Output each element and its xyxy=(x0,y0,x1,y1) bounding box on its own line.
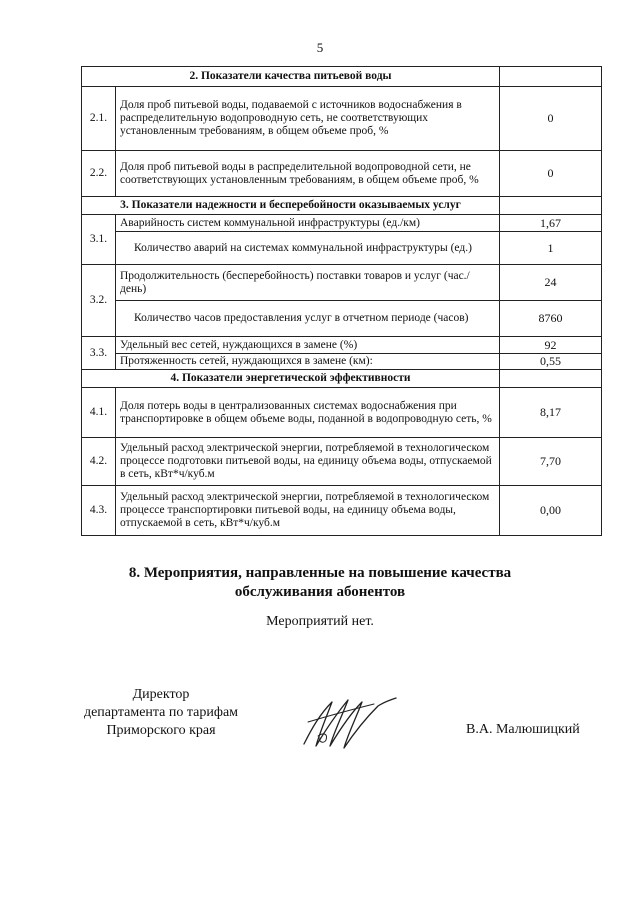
section-heading-line: обслуживания абонентов xyxy=(234,584,406,600)
page-number: 5 xyxy=(316,40,324,55)
signer-name: В.А. Малюшицкий xyxy=(466,722,580,737)
row-number: 4.1. xyxy=(82,388,116,438)
table-row xyxy=(82,354,602,370)
signer-title-line: Приморского края xyxy=(106,723,216,738)
indicator-text: Удельный расход электрической энергии, потребляемой в технологическом процессе транспортировки питьевой воды, на единицу объема воды, отпускаемой в сеть, кВт*ч/куб.м xyxy=(116,486,500,536)
indicator-text: Удельный вес сетей, нуждающихся в замене (%) xyxy=(116,337,500,354)
indicator-text: Продолжительность (бесперебойность) поставки товаров и услуг (час./день) xyxy=(116,265,500,301)
section-heading xyxy=(0,564,640,602)
indicator-text: Удельный расход электрической энергии, потребляемой в технологическом процессе подготовки питьевой воды, на единицу объема воды, отпускаемой в сеть, кВт*ч/куб.м xyxy=(116,438,500,486)
table-cell xyxy=(500,67,602,87)
no-measures-note: Мероприятий нет. xyxy=(266,614,374,629)
table-row xyxy=(82,388,602,438)
signer-title xyxy=(56,686,266,740)
section-header: 2. Показатели качества питьевой воды xyxy=(82,67,500,87)
table-row xyxy=(82,301,602,337)
indicator-value: 0,55 xyxy=(500,354,602,370)
row-number: 4.3. xyxy=(82,486,116,536)
table-row xyxy=(82,67,602,87)
indicators-table xyxy=(81,66,602,536)
row-number: 4.2. xyxy=(82,438,116,486)
indicator-value: 8760 xyxy=(500,301,602,337)
table-cell xyxy=(500,370,602,388)
indicator-text: Протяженность сетей, нуждающихся в замене (км): xyxy=(116,354,500,370)
indicator-text: Доля проб питьевой воды, подаваемой с источников водоснабжения в распределительную водопроводную сеть, не соответствующих установленным требованиям, в общем объеме проб, % xyxy=(116,87,500,151)
section-header: 4. Показатели энергетической эффективности xyxy=(82,370,500,388)
signer-title-line: департамента по тарифам xyxy=(83,705,239,720)
row-number: 3.2. xyxy=(82,265,116,337)
indicator-value: 0 xyxy=(500,87,602,151)
indicator-text: Количество часов предоставления услуг в отчетном периоде (часов) xyxy=(116,301,500,337)
indicator-value: 7,70 xyxy=(500,438,602,486)
section-header: 3. Показатели надежности и бесперебойности оказываемых услуг xyxy=(82,197,500,215)
indicator-text: Доля потерь воды в централизованных системах водоснабжения при транспортировке в общем объеме воды, поданной в водопроводную сеть, % xyxy=(116,388,500,438)
table-row xyxy=(82,197,602,215)
indicator-value: 1,67 xyxy=(500,215,602,232)
table-cell xyxy=(500,197,602,215)
row-number: 2.1. xyxy=(82,87,116,151)
indicator-value: 8,17 xyxy=(500,388,602,438)
handwritten-signature xyxy=(298,692,398,750)
indicator-value: 0 xyxy=(500,151,602,197)
row-number: 3.1. xyxy=(82,215,116,265)
table-row xyxy=(82,370,602,388)
indicator-value: 1 xyxy=(500,232,602,265)
row-number: 2.2. xyxy=(82,151,116,197)
indicator-value: 92 xyxy=(500,337,602,354)
indicator-text: Количество аварий на системах коммунальной инфраструктуры (ед.) xyxy=(116,232,500,265)
section-heading-line: 8. Мероприятия, направленные на повышение качества xyxy=(128,565,512,581)
table-row xyxy=(82,215,602,232)
row-number: 3.3. xyxy=(82,337,116,370)
table-row xyxy=(82,87,602,151)
table-row xyxy=(82,232,602,265)
indicator-value: 24 xyxy=(500,265,602,301)
table-row xyxy=(82,337,602,354)
table-row xyxy=(82,265,602,301)
indicator-value: 0,00 xyxy=(500,486,602,536)
signer-title-line: Директор xyxy=(132,687,190,702)
table-row xyxy=(82,486,602,536)
indicator-text: Аварийность систем коммунальной инфраструктуры (ед./км) xyxy=(116,215,500,232)
indicator-text: Доля проб питьевой воды в распределительной водопроводной сети, не соответствующих установленным требованиям, в общем объеме проб, % xyxy=(116,151,500,197)
table-row xyxy=(82,438,602,486)
table-row xyxy=(82,151,602,197)
